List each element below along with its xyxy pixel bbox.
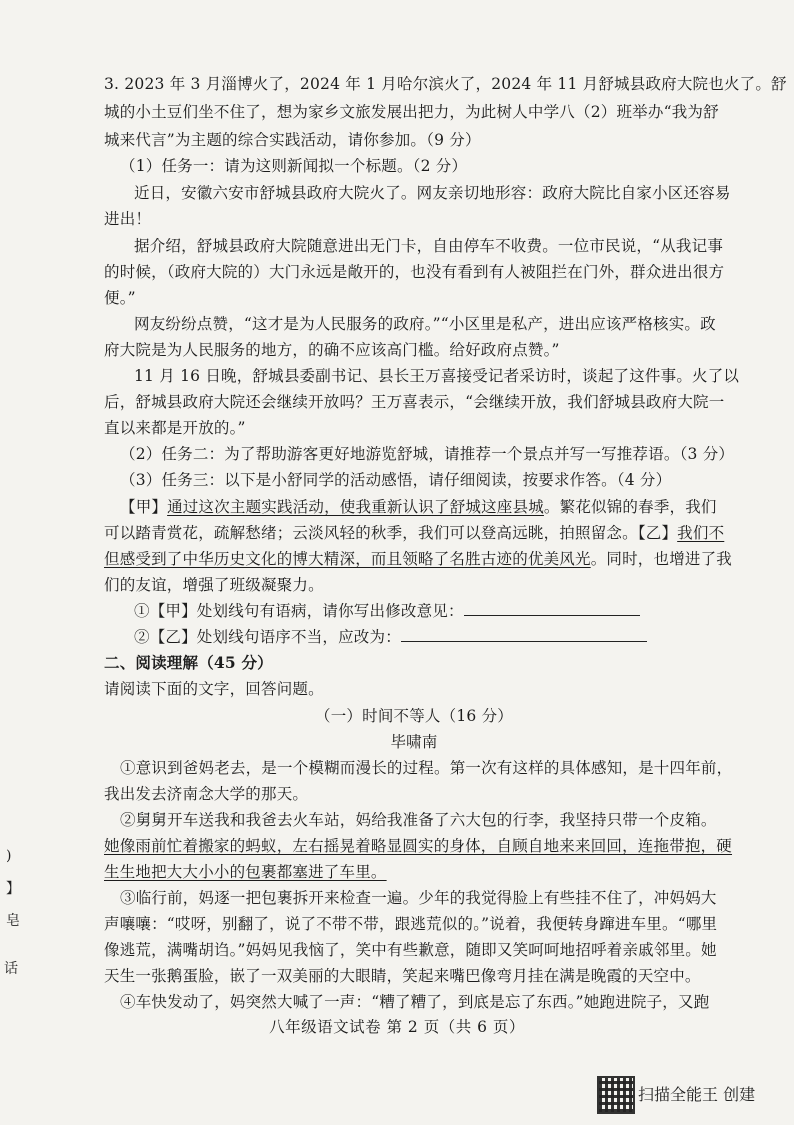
margin-mark: ): [6, 848, 12, 864]
page-footer: 八年级语文试卷 第 2 页（共 6 页）: [269, 1018, 525, 1036]
task-2: （2）任务二：为了帮助游客更好地游览舒城，请推荐一个景点并写一写推荐语。（3 分）: [120, 445, 735, 463]
qr-code-icon: [597, 1076, 635, 1114]
margin-mark: 话: [4, 961, 18, 977]
news-line: 便。”: [104, 289, 136, 307]
margin-mark: 】: [6, 881, 20, 897]
reflection-line-3: [104, 549, 733, 569]
task-1: （1）任务一：请为这则新闻拟一个标题。（2 分）: [120, 157, 468, 175]
news-line: 近日，安徽六安市舒城县政府大院火了。网友亲切地形容：政府大院比自家小区还容易: [134, 184, 731, 202]
news-line: 11 月 16 日晚，舒城县委副书记、县长王万喜接受记者采访时，谈起了这件事。火了以: [134, 367, 740, 385]
jia-underlined-sentence: 通过这次主题实践活动，使我重新认识了舒城这座县城: [167, 498, 544, 516]
answer-blank-2[interactable]: [401, 627, 647, 642]
article-author: 毕啸南: [390, 733, 438, 751]
section-instruction: 请阅读下面的文字，回答问题。: [104, 680, 324, 698]
yi-underlined-sentence: 我们不: [677, 524, 725, 542]
paragraph-3: 天生一张鹅蛋脸，嵌了一双美丽的大眼睛，笑起来嘴巴像弯月挂在满是晚霞的天空中。: [104, 967, 701, 985]
margin-mark: 皂: [6, 913, 20, 929]
q3-intro-line-3: 城来代言”为主题的综合实践活动，请你参加。（9 分）: [104, 131, 481, 149]
reflection-text: 可以踏青赏花，疏解愁绪；云淡风轻的秋季，我们可以登高远眺，拍照留念。: [104, 524, 638, 542]
task-3: （3）任务三：以下是小舒同学的活动感悟，请仔细阅读，按要求作答。（4 分）: [120, 471, 672, 489]
news-line: 网友纷纷点赞，“这才是为人民服务的政府。”“小区里是私产，进出应该严格核实。政: [134, 315, 716, 333]
sub-question-2: [134, 627, 724, 647]
paragraph-1: ①意识到爸妈老去，是一个模糊而漫长的过程。第一次有这样的具体感知，是十四年前，: [120, 759, 733, 777]
reflection-line-2: [104, 523, 724, 543]
paragraph-3: 像逃荒，满嘴胡诌。”妈妈见我恼了，笑中有些歉意，随即又笑呵呵地招呼着亲戚邻里。她: [104, 941, 717, 959]
news-line: 府大院是为人民服务的地方，的确不应该高门槛。给好政府点赞。”: [104, 341, 560, 359]
yi-underlined-sentence: 但感受到了中华历史文化的博大精深，而且领略了名胜古迹的优美风光: [104, 550, 591, 568]
paragraph-2-underlined: 生生地把大大小小的包裹都塞进了车里。: [104, 863, 387, 881]
paragraph-2: ②舅舅开车送我和我爸去火车站，妈给我准备了六大包的行李，我坚持只带一个皮箱。: [120, 811, 717, 829]
paragraph-3: 声嚷嚷：“哎呀，别翻了，说了不带不带，跟逃荒似的。”说着，我便转身蹿进车里。“哪里: [104, 915, 718, 933]
news-line: 据介绍，舒城县政府大院随意进出无门卡，自由停车不收费。一位市民说，“从我记事: [134, 237, 724, 255]
sub-question-1: [134, 601, 724, 621]
article-title: （一）时间不等人（16 分）: [315, 707, 513, 725]
reflection-text: 。繁花似锦的春季，我们: [543, 498, 717, 516]
q3-intro-line-2: 城的小土豆们坐不住了，想为家乡文旅发展出把力，为此树人中学八（2）班举办“我为舒: [104, 103, 719, 121]
mark-jia: 【甲】: [120, 498, 168, 516]
section-heading: 二、阅读理解（45 分）: [104, 653, 273, 672]
reflection-line-4: 们的友谊，增强了班级凝聚力。: [104, 576, 324, 594]
answer-blank-1[interactable]: [464, 601, 640, 616]
news-line: 进出！: [104, 210, 152, 228]
paragraph-3: ③临行前，妈逐一把包裹拆开来检查一遍。少年的我觉得脸上有些挂不住了，冲妈妈大: [120, 889, 717, 907]
paragraph-2-underlined: 她像雨前忙着搬家的蚂蚁，左右摇晃着略显圆实的身体，自顾自地来来回回，连拖带抱，硬: [104, 837, 733, 855]
mark-yi: 【乙】: [637, 524, 678, 542]
q3-intro-line-1: 3. 2023 年 3 月淄博火了，2024 年 1 月哈尔滨火了，2024 年 11 月舒城县政府大院也火了。舒: [104, 75, 787, 93]
sub-question-1-text: ①【甲】处划线句有语病，请你写出修改意见：: [134, 602, 464, 620]
paragraph-1: 我出发去济南念大学的那天。: [104, 785, 309, 803]
reflection-line-1: [120, 497, 724, 517]
reflection-text: 。同时，也增进了我: [590, 550, 733, 568]
sub-question-2-text: ②【乙】处划线句语序不当，应改为：: [134, 628, 401, 646]
paragraph-4: ④车快发动了，妈突然大喊了一声：“糟了糟了，到底是忘了东西。”她跑进院子，又跑: [120, 993, 710, 1011]
news-line: 后，舒城县政府大院还会继续开放吗？王万喜表示，“会继续开放，我们舒城县政府大院一: [104, 393, 725, 411]
news-line: 的时候，（政府大院的）大门永远是敞开的，也没有看到有人被阻拦在门外，群众进出很方: [104, 263, 725, 281]
scanner-brand: 扫描全能王 创建: [638, 1085, 756, 1104]
news-line: 直以来都是开放的。”: [104, 419, 246, 437]
